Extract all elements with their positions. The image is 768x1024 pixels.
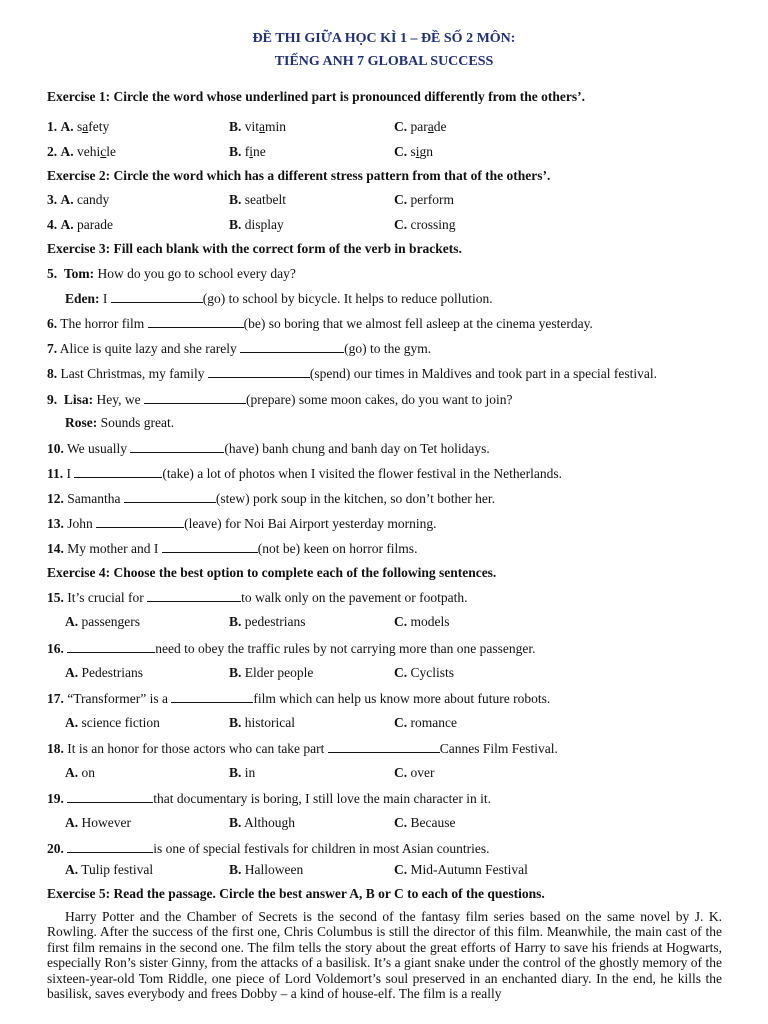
exercise-5-heading: Exercise 5: Read the passage. Circle the best answer A, B or C to each of the questions. xyxy=(47,886,545,901)
question-9: 9. Lisa: Hey, we (prepare) some moon cakes, do you want to join? xyxy=(47,392,513,407)
reading-passage: Harry Potter and the Chamber of Secrets is the second of the fantasy film series based on the same novel by J. K. Rowling. After the success of the first one, Chris Columbus is still the director of this film. Meanwhile, the main cast of the first film remains in the second one. The film tells the story about the great efforts of Harry to save his friends at Hogwarts, especially Ron’s sister Ginny, from the attacks of a basilisk. It’s a giant snake under the control of the ghostly memory of the sixteen-year-old Tom Riddle, one piece of Lord Voldemort’s soul preserved in an enchanted diary. In the end, he kills the basilisk, saves everybody and frees Dobby – a kind of house-elf. The film is a really xyxy=(47,909,722,1002)
question-20-option-b[interactable]: B. Halloween xyxy=(229,862,304,877)
question-8: 8. Last Christmas, my family (spend) our times in Maldives and took part in a special festival. xyxy=(47,366,658,381)
question-18-option-a[interactable]: A. on xyxy=(65,765,95,780)
answer-blank[interactable] xyxy=(74,465,162,478)
question-16-option-b[interactable]: B. Elder people xyxy=(229,665,314,680)
answer-blank[interactable] xyxy=(124,490,216,503)
answer-blank[interactable] xyxy=(147,589,241,602)
question-20: 20. is one of special festivals for children in most Asian countries. xyxy=(47,841,490,856)
question-1-option-b[interactable]: B. vitamin xyxy=(229,119,287,134)
answer-blank[interactable] xyxy=(162,540,258,553)
exam-title: ĐỀ THI GIỮA HỌC KÌ 1 – ĐỀ SỐ 2 MÔN: xyxy=(252,31,516,46)
question-5: 5. Tom: How do you go to school every day? xyxy=(47,266,296,281)
exercise-4-heading: Exercise 4: Choose the best option to complete each of the following sentences. xyxy=(47,565,497,580)
question-15: 15. It’s crucial for to walk only on the pavement or footpath. xyxy=(47,590,468,605)
question-2-option-b[interactable]: B. fine xyxy=(229,144,266,159)
question-11: 11. I (take) a lot of photos when I visited the flower festival in the Netherlands. xyxy=(47,466,563,481)
exercise-3-heading: Exercise 3: Fill each blank with the correct form of the verb in brackets. xyxy=(47,241,462,256)
question-13: 13. John (leave) for Noi Bai Airport yesterday morning. xyxy=(47,516,437,531)
answer-blank[interactable] xyxy=(240,340,344,353)
question-18: 18. It is an honor for those actors who can take part Cannes Film Festival. xyxy=(47,741,558,756)
question-2-option-c[interactable]: C. sign xyxy=(394,144,434,159)
question-12: 12. Samantha (stew) pork soup in the kitchen, so don’t bother her. xyxy=(47,491,495,506)
question-20-option-a[interactable]: A. Tulip festival xyxy=(65,862,154,877)
question-17-option-a[interactable]: A. science fiction xyxy=(65,715,160,730)
question-1: 1. A. safety xyxy=(47,119,110,134)
question-16-option-a[interactable]: A. Pedestrians xyxy=(65,665,143,680)
exercise-1-heading: Exercise 1: Circle the word whose underlined part is pronounced differently from the others’. xyxy=(47,89,585,104)
answer-blank[interactable] xyxy=(111,290,203,303)
answer-blank[interactable] xyxy=(144,391,246,404)
question-3: 3. A. candy xyxy=(47,192,110,207)
exam-subtitle: TIẾNG ANH 7 GLOBAL SUCCESS xyxy=(274,54,494,69)
question-17-option-c[interactable]: C. romance xyxy=(394,715,457,730)
answer-blank[interactable] xyxy=(67,840,153,853)
exercise-2-heading: Exercise 2: Circle the word which has a different stress pattern from that of the others’. xyxy=(47,168,551,183)
question-19-option-c[interactable]: C. Because xyxy=(394,815,456,830)
answer-blank[interactable] xyxy=(96,515,184,528)
answer-blank[interactable] xyxy=(328,740,440,753)
question-17: 17. “Transformer” is a film which can help us know more about future robots. xyxy=(47,691,551,706)
answer-blank[interactable] xyxy=(148,315,244,328)
question-15-option-b[interactable]: B. pedestrians xyxy=(229,614,306,629)
question-1-option-c[interactable]: C. parade xyxy=(394,119,447,134)
question-10: 10. We usually (have) banh chung and banh day on Tet holidays. xyxy=(47,441,490,456)
question-20-option-c[interactable]: C. Mid-Autumn Festival xyxy=(394,862,528,877)
question-19-option-b[interactable]: B. Although xyxy=(229,815,296,830)
question-2: 2. A. vehicle xyxy=(47,144,116,159)
question-19-option-a[interactable]: A. However xyxy=(65,815,131,830)
question-18-option-c[interactable]: C. over xyxy=(394,765,435,780)
question-16-option-c[interactable]: C. Cyclists xyxy=(394,665,455,680)
question-7: 7. Alice is quite lazy and she rarely (go) to the gym. xyxy=(47,341,432,356)
question-6: 6. The horror film (be) so boring that we almost fell asleep at the cinema yesterday. xyxy=(47,316,593,331)
question-18-option-b[interactable]: B. in xyxy=(229,765,256,780)
answer-blank[interactable] xyxy=(208,365,310,378)
answer-blank[interactable] xyxy=(171,690,253,703)
question-15-option-c[interactable]: C. models xyxy=(394,614,450,629)
question-3-option-b[interactable]: B. seatbelt xyxy=(229,192,286,207)
answer-blank[interactable] xyxy=(130,440,224,453)
question-4-option-b[interactable]: B. display xyxy=(229,217,284,232)
answer-blank[interactable] xyxy=(67,640,155,653)
question-4: 4. A. parade xyxy=(47,217,113,232)
question-3-option-c[interactable]: C. perform xyxy=(394,192,454,207)
question-15-option-a[interactable]: A. passengers xyxy=(65,614,140,629)
question-16: 16. need to obey the traffic rules by not carrying more than one passenger. xyxy=(47,641,536,656)
question-4-option-c[interactable]: C. crossing xyxy=(394,217,456,232)
question-5-answer: Eden: I (go) to school by bicycle. It helps to reduce pollution. xyxy=(65,291,493,306)
question-9-reply: Rose: Sounds great. xyxy=(65,415,175,430)
answer-blank[interactable] xyxy=(67,790,153,803)
question-14: 14. My mother and I (not be) keen on horror films. xyxy=(47,541,418,556)
question-19: 19. that documentary is boring, I still love the main character in it. xyxy=(47,791,492,806)
question-17-option-b[interactable]: B. historical xyxy=(229,715,296,730)
